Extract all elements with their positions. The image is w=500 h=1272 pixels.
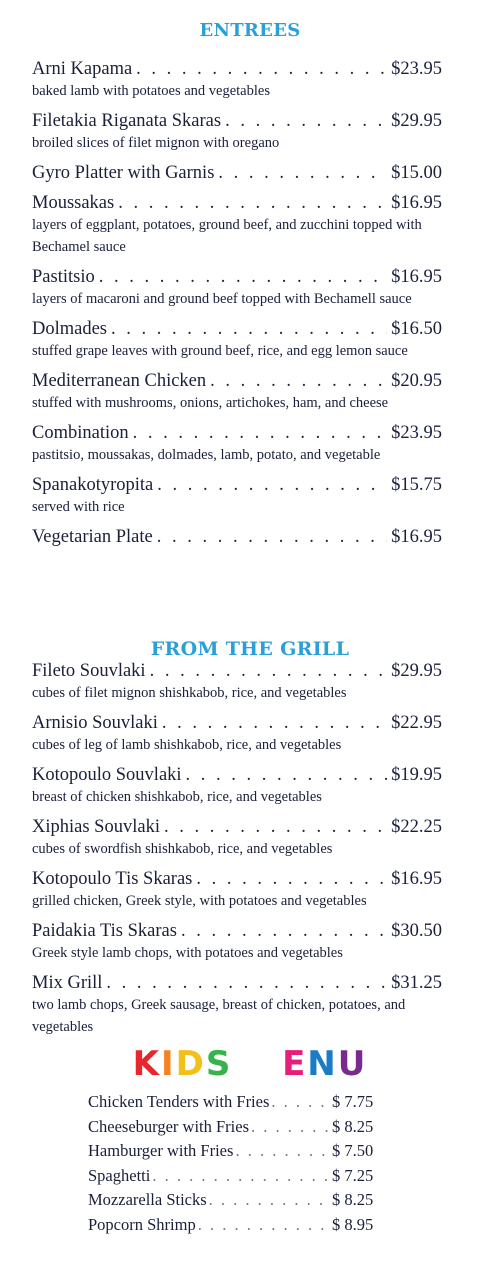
menu-item: [32, 660, 442, 704]
menu-item-row: [32, 192, 442, 214]
item-description: pastitsio, moussakas, dolmades, lamb, potato, and vegetable: [32, 447, 381, 463]
kids-menu-heading: [0, 1044, 500, 1084]
item-name: Filetakia Riganata Skaras: [32, 111, 222, 131]
item-description: baked lamb with potatoes and vegetables: [32, 83, 270, 99]
menu-item: [32, 318, 442, 362]
menu-item-row: [32, 318, 442, 340]
item-price: $29.95: [391, 111, 442, 131]
dot-leader: [164, 816, 387, 838]
item-name: Mix Grill: [32, 973, 103, 993]
item-description: breast of chicken shishkabob, rice, and vegetables: [32, 789, 322, 805]
item-description: cubes of swordfish shishkabob, rice, and vegetables: [32, 841, 333, 857]
menu-item-row: [32, 422, 442, 444]
dot-leader: [225, 110, 387, 132]
kids-title-letter: S: [205, 1044, 233, 1084]
menu-item: [32, 764, 442, 808]
dot-leader: [181, 920, 387, 942]
dot-leader: [198, 1213, 330, 1238]
item-name: Kotopoulo Souvlaki: [32, 765, 182, 785]
item-name: Paidakia Tis Skaras: [32, 921, 177, 941]
kids-title-letter: I: [160, 1044, 176, 1084]
item-name: Moussakas: [32, 193, 115, 213]
menu-item: [32, 712, 442, 756]
kids-item-price: $ 8.25: [332, 1116, 374, 1136]
menu-item-row: [32, 110, 442, 132]
dot-leader: [157, 474, 387, 496]
kids-title-letter: N: [307, 1044, 338, 1084]
item-name: Arnisio Souvlaki: [32, 713, 158, 733]
item-price: $16.95: [391, 869, 442, 889]
menu-item: [32, 192, 442, 258]
kids-menu-item: [88, 1090, 384, 1115]
item-price: $23.95: [391, 59, 442, 79]
menu-item-row: [32, 764, 442, 786]
menu-item: [32, 474, 442, 518]
dot-leader: [186, 764, 388, 786]
kids-menu-item: [88, 1213, 384, 1238]
item-price: $19.95: [391, 765, 442, 785]
item-price: $16.95: [391, 267, 442, 287]
item-description: layers of eggplant, potatoes, ground beef, and zucchini topped with Bechamel sauce: [32, 217, 422, 255]
menu-item: [32, 370, 442, 414]
item-description: layers of macaroni and ground beef topped with Bechamell sauce: [32, 291, 412, 307]
menu-item-row: [32, 712, 442, 734]
menu-item: [32, 816, 442, 860]
dot-leader: [99, 266, 387, 288]
kids-menu-item: [88, 1139, 384, 1164]
menu-item: [32, 110, 442, 154]
kids-title-letter: D: [175, 1044, 206, 1084]
item-description: two lamb chops, Greek sausage, breast of chicken, potatoes, and vegetables: [32, 997, 406, 1035]
item-price: $15.75: [391, 475, 442, 495]
item-name: Mediterranean Chicken: [32, 371, 207, 391]
item-price: $16.95: [391, 527, 442, 547]
menu-item-row: [32, 266, 442, 288]
item-description: stuffed with mushrooms, onions, artichokes, ham, and cheese: [32, 395, 389, 411]
menu-item: [32, 162, 442, 184]
item-price: $22.25: [391, 817, 442, 837]
menu-item: [32, 422, 442, 466]
menu-item-row: [32, 972, 442, 994]
item-description: cubes of filet mignon shishkabob, rice, and vegetables: [32, 685, 347, 701]
menu-item: [32, 266, 442, 310]
kids-title-letter: E: [282, 1044, 308, 1084]
entrees-list: [32, 58, 442, 556]
item-description: cubes of leg of lamb shishkabob, rice, and vegetables: [32, 737, 342, 753]
item-name: Combination: [32, 423, 129, 443]
dot-leader: [235, 1139, 330, 1164]
dot-leader: [209, 1188, 330, 1213]
dot-leader: [118, 192, 387, 214]
menu-item-row: [32, 868, 442, 890]
kids-menu-item: [88, 1164, 384, 1189]
dot-leader: [150, 660, 388, 682]
item-description: stuffed grape leaves with ground beef, rice, and egg lemon sauce: [32, 343, 408, 359]
item-name: Pastitsio: [32, 267, 95, 287]
item-description: grilled chicken, Greek style, with potatoes and vegetables: [32, 893, 367, 909]
item-price: $22.95: [391, 713, 442, 733]
kids-item-price: $ 8.95: [332, 1214, 374, 1234]
item-name: Spanakotyropita: [32, 475, 154, 495]
kids-title-letter: [232, 1044, 246, 1084]
menu-item: [32, 972, 442, 1038]
kids-item-name: Hamburger with Fries: [88, 1141, 234, 1160]
kids-title-letter: K: [132, 1044, 161, 1084]
menu-item-row: [32, 58, 442, 80]
kids-item-name: Cheeseburger with Fries: [88, 1116, 249, 1136]
menu-item: [32, 58, 442, 102]
menu-item: [32, 868, 442, 912]
dot-leader: [136, 58, 387, 80]
kids-item-name: Spaghetti: [88, 1165, 151, 1185]
kids-item-name: Popcorn Shrimp: [88, 1214, 196, 1234]
item-price: $23.95: [391, 423, 442, 443]
menu-item-row: [32, 370, 442, 392]
kids-item-price: $ 7.25: [332, 1165, 374, 1185]
dot-leader: [218, 162, 387, 184]
kids-item-price: $ 7.50: [332, 1141, 374, 1160]
item-name: Gyro Platter with Garnis: [32, 163, 215, 183]
item-price: $16.95: [391, 193, 442, 213]
menu-item-row: [32, 526, 442, 548]
dot-leader: [106, 972, 387, 994]
kids-item-name: Mozzarella Sticks: [88, 1190, 207, 1209]
item-price: $20.95: [391, 371, 442, 391]
item-price: $15.00: [391, 163, 442, 183]
item-description: served with rice: [32, 499, 125, 515]
item-name: Kotopoulo Tis Skaras: [32, 869, 193, 889]
kids-menu-item: [88, 1188, 384, 1213]
item-price: $31.25: [391, 973, 442, 993]
dot-leader: [210, 370, 387, 392]
dot-leader: [152, 1164, 330, 1189]
dot-leader: [162, 712, 387, 734]
item-name: Vegetarian Plate: [32, 527, 153, 547]
kids-menu-item: [88, 1115, 384, 1140]
dot-leader: [157, 526, 387, 548]
kids-title-letter: M: [246, 1044, 283, 1084]
dot-leader: [271, 1090, 330, 1115]
menu-item-row: [32, 816, 442, 838]
menu-item-row: [32, 920, 442, 942]
menu-item-row: [32, 162, 442, 184]
dot-leader: [251, 1115, 330, 1140]
item-description: Greek style lamb chops, with potatoes and vegetables: [32, 945, 343, 961]
item-price: $16.50: [391, 319, 442, 339]
menu-item: [32, 920, 442, 964]
menu-item-row: [32, 660, 442, 682]
item-name: Dolmades: [32, 319, 108, 339]
dot-leader: [111, 318, 387, 340]
kids-title-letter: U: [337, 1044, 368, 1084]
grill-heading: FROM THE GRILL: [150, 638, 350, 660]
item-description: broiled slices of filet mignon with oregano: [32, 135, 280, 151]
item-name: Fileto Souvlaki: [32, 661, 146, 681]
menu-item: [32, 526, 442, 548]
dot-leader: [196, 868, 387, 890]
item-name: Xiphias Souvlaki: [32, 817, 160, 837]
kids-menu-list: [88, 1090, 384, 1237]
item-price: $30.50: [391, 921, 442, 941]
grill-list: [32, 660, 442, 1046]
kids-item-price: $ 7.75: [332, 1092, 374, 1111]
item-name: Arni Kapama: [32, 59, 133, 79]
dot-leader: [133, 422, 388, 444]
kids-item-name: Chicken Tenders with Fries: [88, 1092, 270, 1111]
menu-item-row: [32, 474, 442, 496]
kids-item-price: $ 8.25: [332, 1190, 374, 1209]
entrees-heading: ENTREES: [199, 20, 301, 41]
item-price: $29.95: [391, 661, 442, 681]
